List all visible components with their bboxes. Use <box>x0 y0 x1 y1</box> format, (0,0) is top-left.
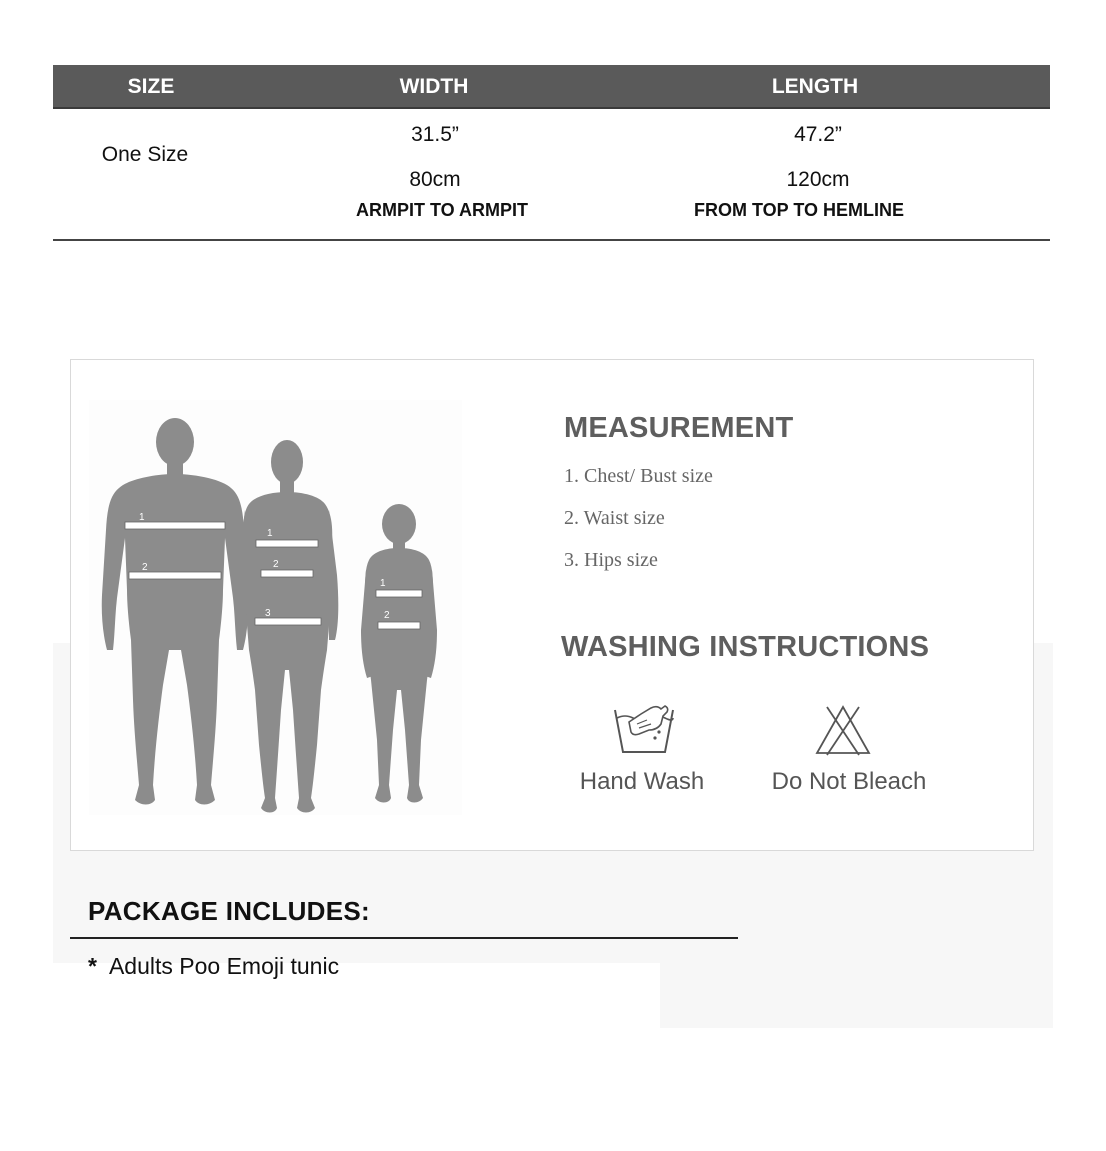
table-divider <box>53 239 1050 241</box>
child-tape-number-1: 1 <box>380 578 386 589</box>
child-tape-number-2: 2 <box>384 610 390 621</box>
length-cm: 120cm <box>786 168 850 191</box>
man-tape-number-2: 2 <box>142 562 148 573</box>
size-table-header <box>53 65 1050 109</box>
header-size: SIZE <box>127 75 175 98</box>
woman-tape-number-3: 3 <box>265 608 271 619</box>
washing-title: WASHING INSTRUCTIONS <box>561 631 930 663</box>
measurement-item-waist: 2. Waist size <box>564 507 665 529</box>
measurement-item-chest: 1. Chest/ Bust size <box>564 465 713 487</box>
package-divider <box>70 937 738 939</box>
do-not-bleach-icon <box>813 703 873 762</box>
size-table <box>53 65 1050 242</box>
hand-wash-icon <box>611 700 677 761</box>
man-tape-number-1: 1 <box>139 512 145 523</box>
man-figure <box>102 418 249 805</box>
body-figures <box>89 400 462 815</box>
width-cm: 80cm <box>409 168 461 191</box>
woman-tape-number-2: 2 <box>273 559 279 570</box>
size-value: One Size <box>101 143 189 166</box>
hand-wash-label: Hand Wash <box>579 768 705 795</box>
header-length: LENGTH <box>771 75 859 98</box>
background-panel <box>660 960 1053 1028</box>
width-inches: 31.5” <box>411 123 459 146</box>
package-item <box>88 953 339 980</box>
measurement-card <box>70 359 1034 851</box>
do-not-bleach-label: Do Not Bleach <box>771 768 927 795</box>
woman-tape-number-1: 1 <box>267 528 273 539</box>
length-inches: 47.2” <box>794 123 842 146</box>
body-figures-illustration <box>89 400 462 815</box>
child-figure <box>361 504 437 803</box>
bullet-icon: * <box>88 953 97 979</box>
measurement-title: MEASUREMENT <box>564 412 794 444</box>
measurement-item-hips: 3. Hips size <box>564 549 658 571</box>
length-note: FROM TOP TO HEMLINE <box>693 200 904 220</box>
package-item-label: Adults Poo Emoji tunic <box>108 953 340 979</box>
package-title: PACKAGE INCLUDES: <box>88 896 370 926</box>
width-note: ARMPIT TO ARMPIT <box>356 200 528 220</box>
header-width: WIDTH <box>399 75 469 98</box>
woman-figure <box>236 440 339 813</box>
